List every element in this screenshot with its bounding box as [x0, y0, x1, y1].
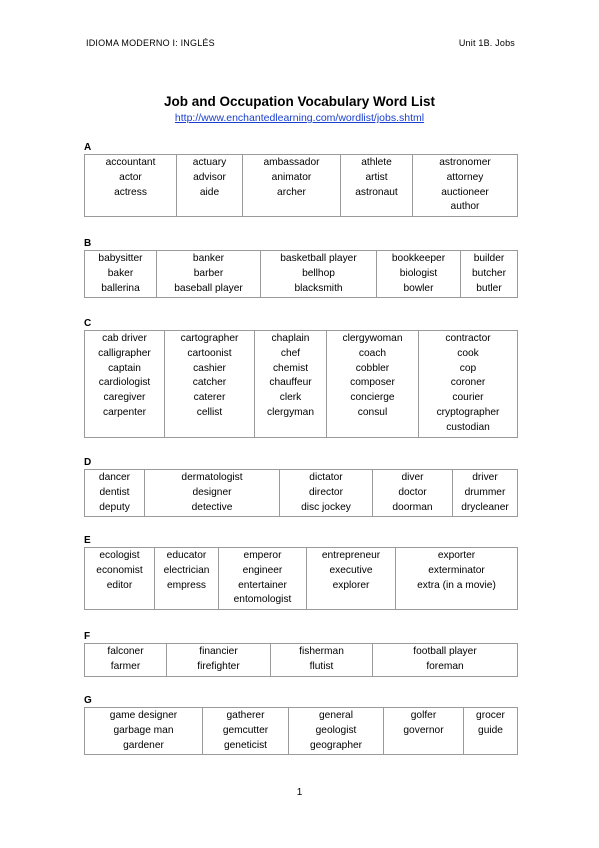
- running-header-right: Unit 1B. Jobs: [458, 38, 515, 48]
- word-item: grocer: [476, 710, 505, 721]
- word-item: exterminator: [428, 564, 485, 576]
- section-letter: F: [84, 631, 91, 642]
- word-item: calligrapher: [98, 347, 151, 359]
- word-item: butcher: [472, 267, 506, 279]
- word-item: clergywoman: [342, 333, 403, 344]
- word-item: electrician: [163, 564, 210, 576]
- word-item: advisor: [193, 171, 226, 183]
- word-item: flutist: [309, 660, 334, 672]
- word-item: banker: [192, 253, 225, 264]
- word-item: ballerina: [101, 282, 140, 294]
- word-column: [177, 155, 243, 217]
- word-column: [157, 251, 261, 298]
- word-column: [413, 155, 518, 217]
- word-item: archer: [277, 186, 306, 198]
- word-column: [271, 644, 373, 677]
- word-column: [373, 644, 518, 677]
- section-c: [84, 317, 517, 438]
- word-item: actress: [114, 186, 147, 198]
- word-column: [461, 251, 518, 298]
- word-item: golfer: [410, 710, 437, 721]
- word-item: courier: [452, 392, 484, 404]
- word-table: [84, 250, 518, 298]
- section-letter: G: [84, 695, 92, 706]
- word-column: [327, 331, 419, 438]
- page-title: Job and Occupation Vocabulary Word List: [163, 94, 436, 109]
- word-item: baseball player: [174, 282, 243, 294]
- table-row: [85, 331, 518, 438]
- word-item: football player: [413, 646, 477, 657]
- word-item: captain: [108, 362, 141, 374]
- word-column: [145, 470, 280, 517]
- word-item: cryptographer: [436, 406, 500, 418]
- word-column: [453, 470, 518, 517]
- section-letter: A: [84, 142, 92, 153]
- section-e: [84, 534, 517, 610]
- section-letter: B: [84, 238, 92, 249]
- word-column: [85, 644, 167, 677]
- word-item: athlete: [361, 157, 392, 168]
- page-number: 1: [296, 787, 303, 798]
- section-f: [84, 630, 517, 677]
- word-column: [85, 470, 145, 517]
- word-item: engineer: [242, 564, 283, 576]
- word-item: foreman: [426, 660, 464, 672]
- word-item: deputy: [99, 501, 130, 513]
- word-item: clergyman: [267, 406, 314, 418]
- word-item: coroner: [450, 377, 486, 389]
- word-item: doctor: [398, 486, 427, 498]
- running-header-left: IDIOMA MODERNO I: INGLÉS: [86, 38, 215, 48]
- word-item: dancer: [98, 472, 131, 483]
- word-column: [85, 251, 157, 298]
- word-column: [85, 155, 177, 217]
- word-column: [419, 331, 518, 438]
- word-item: empress: [166, 579, 207, 591]
- word-item: actuary: [192, 157, 227, 168]
- word-item: bowler: [403, 282, 434, 294]
- word-item: extra (in a movie): [417, 579, 496, 591]
- word-column: [243, 155, 341, 217]
- word-column: [85, 708, 203, 755]
- word-item: cartoonist: [187, 347, 232, 359]
- word-item: dentist: [99, 486, 130, 498]
- word-column: [377, 251, 461, 298]
- word-table: [84, 469, 518, 517]
- word-item: explorer: [332, 579, 370, 591]
- word-table: [84, 643, 518, 677]
- word-item: geographer: [309, 739, 363, 751]
- word-item: dictator: [309, 472, 343, 483]
- word-item: financier: [199, 646, 238, 657]
- word-item: dermatologist: [181, 472, 243, 483]
- word-column: [85, 331, 165, 438]
- word-item: entertainer: [238, 579, 287, 591]
- word-column: [255, 331, 327, 438]
- word-item: builder: [473, 253, 505, 264]
- table-row: [85, 644, 518, 677]
- word-item: barber: [193, 267, 224, 279]
- word-item: geneticist: [223, 739, 268, 751]
- word-table: [84, 330, 518, 438]
- word-item: concierge: [350, 392, 395, 404]
- word-item: cab driver: [102, 333, 147, 344]
- word-item: drycleaner: [461, 501, 509, 513]
- word-item: cellist: [196, 406, 223, 418]
- word-item: cook: [457, 347, 479, 359]
- word-item: coach: [358, 347, 387, 359]
- table-row: [85, 251, 518, 298]
- word-item: animator: [271, 171, 312, 183]
- word-item: geologist: [315, 724, 357, 736]
- word-item: cardiologist: [98, 377, 151, 389]
- word-column: [307, 548, 396, 610]
- word-item: entrepreneur: [321, 550, 381, 561]
- table-row: [85, 155, 518, 217]
- word-item: director: [309, 486, 343, 498]
- word-item: biologist: [399, 267, 438, 279]
- word-item: butler: [476, 282, 502, 294]
- section-letter: E: [84, 535, 91, 546]
- word-item: chaplain: [271, 333, 310, 344]
- word-item: disc jockey: [301, 501, 351, 513]
- word-item: gemcutter: [222, 724, 269, 736]
- word-item: catcher: [192, 377, 227, 389]
- word-item: composer: [350, 377, 395, 389]
- word-item: contractor: [445, 333, 491, 344]
- word-item: ambassador: [263, 157, 320, 168]
- word-item: caterer: [193, 392, 226, 404]
- word-item: custodian: [446, 421, 490, 433]
- word-column: [289, 708, 384, 755]
- word-table: [84, 707, 518, 755]
- word-item: doorman: [392, 501, 433, 513]
- word-item: gatherer: [226, 710, 265, 721]
- section-b: [84, 237, 517, 298]
- section-letter: C: [84, 318, 92, 329]
- word-item: guide: [478, 724, 503, 736]
- word-column: [203, 708, 289, 755]
- word-item: entomologist: [233, 594, 292, 606]
- word-item: drummer: [464, 486, 506, 498]
- word-item: attorney: [446, 171, 484, 183]
- word-column: [85, 548, 155, 610]
- word-item: cop: [459, 362, 477, 374]
- word-item: fisherman: [299, 646, 344, 657]
- word-column: [464, 708, 518, 755]
- section-letter: D: [84, 457, 92, 468]
- table-row: [85, 708, 518, 755]
- word-item: auctioneer: [441, 186, 489, 198]
- table-row: [85, 548, 518, 610]
- word-item: baker: [107, 267, 134, 279]
- word-item: actor: [119, 171, 142, 183]
- word-item: editor: [106, 579, 133, 591]
- word-column: [261, 251, 377, 298]
- word-item: carpenter: [102, 406, 147, 418]
- word-item: garbage man: [113, 724, 174, 736]
- word-item: babysitter: [98, 253, 143, 264]
- word-item: artist: [365, 171, 388, 183]
- section-a: [84, 141, 517, 217]
- word-item: bellhop: [302, 267, 335, 279]
- word-column: [219, 548, 307, 610]
- word-column: [165, 331, 255, 438]
- word-item: consul: [357, 406, 388, 418]
- section-d: [84, 456, 517, 517]
- section-g: [84, 694, 517, 755]
- word-table: [84, 154, 518, 217]
- word-item: executive: [329, 564, 373, 576]
- word-item: accountant: [105, 157, 156, 168]
- word-item: bookkeeper: [391, 253, 446, 264]
- word-item: chauffeur: [269, 377, 312, 389]
- word-item: game designer: [109, 710, 178, 721]
- word-item: blacksmith: [294, 282, 343, 294]
- word-item: chef: [280, 347, 301, 359]
- word-item: firefighter: [197, 660, 240, 672]
- word-item: economist: [96, 564, 143, 576]
- word-table: [84, 547, 518, 610]
- source-link[interactable]: http://www.enchantedlearning.com/wordlist/jobs.shtml: [174, 112, 425, 124]
- word-item: gardener: [123, 739, 164, 751]
- word-item: caregiver: [103, 392, 146, 404]
- word-item: diver: [401, 472, 424, 483]
- word-column: [167, 644, 271, 677]
- word-column: [341, 155, 413, 217]
- word-item: educator: [166, 550, 207, 561]
- word-item: governor: [403, 724, 444, 736]
- word-item: cartographer: [180, 333, 239, 344]
- word-item: falconer: [107, 646, 144, 657]
- word-item: author: [450, 201, 480, 213]
- word-item: cashier: [193, 362, 226, 374]
- word-item: designer: [192, 486, 232, 498]
- word-item: chemist: [272, 362, 309, 374]
- word-column: [280, 470, 373, 517]
- word-column: [396, 548, 518, 610]
- word-item: general: [319, 710, 353, 721]
- word-item: farmer: [110, 660, 141, 672]
- word-column: [373, 470, 453, 517]
- word-item: astronaut: [355, 186, 398, 198]
- word-item: clerk: [279, 392, 302, 404]
- word-item: driver: [472, 472, 498, 483]
- word-item: astronomer: [439, 157, 491, 168]
- table-row: [85, 470, 518, 517]
- word-column: [155, 548, 219, 610]
- word-item: basketball player: [280, 253, 357, 264]
- word-item: cobbler: [355, 362, 390, 374]
- word-column: [384, 708, 464, 755]
- word-item: detective: [191, 501, 233, 513]
- word-item: emperor: [243, 550, 282, 561]
- word-item: exporter: [437, 550, 476, 561]
- word-item: aide: [199, 186, 220, 198]
- word-item: ecologist: [99, 550, 140, 561]
